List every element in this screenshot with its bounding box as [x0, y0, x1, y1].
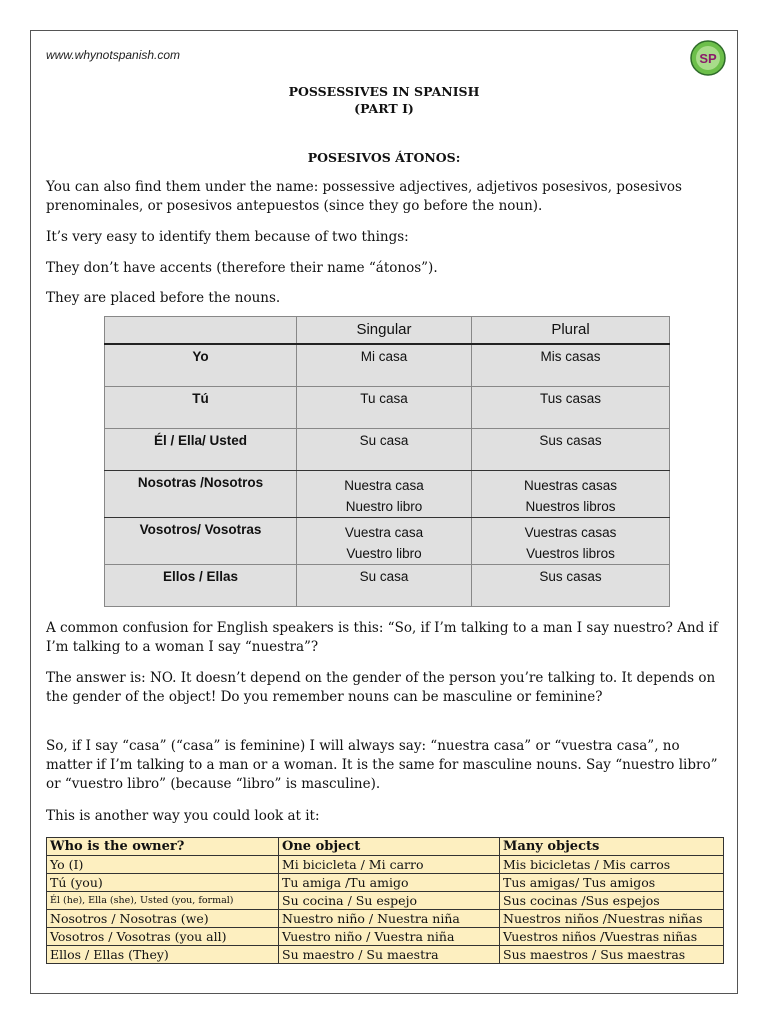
table-row — [47, 928, 724, 946]
owner-table — [46, 837, 724, 964]
table-header — [105, 317, 297, 345]
table-header: Singular — [297, 317, 472, 345]
paragraph: A common confusion for English speakers is this: “So, if I’m talking to a man I say nuestro? And if I’m talking to a woman I say “nuestra”? — [46, 620, 718, 655]
table-row — [47, 946, 724, 964]
document-subtitle: (PART I) — [354, 101, 414, 116]
whynotspanish-logo-icon — [689, 39, 727, 77]
table-row — [105, 344, 670, 387]
many-objects-cell: Vuestros niños /Vuestras niñas — [500, 928, 724, 946]
table-header: Who is the owner? — [47, 838, 279, 856]
table-header: One object — [279, 838, 500, 856]
document-page — [30, 30, 738, 994]
table-row — [105, 518, 670, 565]
one-object-cell: Nuestro niño / Nuestra niña — [279, 910, 500, 928]
many-objects-cell: Nuestros niños /Nuestras niñas — [500, 910, 724, 928]
table-row — [47, 910, 724, 928]
paragraph: This is another way you could look at it: — [46, 808, 320, 824]
one-object-cell: Mi bicicleta / Mi carro — [279, 856, 500, 874]
singular-cell: Nuestra casa Nuestro libro — [297, 471, 472, 518]
one-object-cell: Vuestro niño / Vuestra niña — [279, 928, 500, 946]
singular-cell: Tu casa — [297, 387, 472, 429]
one-object-cell: Su maestro / Su maestra — [279, 946, 500, 964]
table-row — [105, 387, 670, 429]
owner-cell: Yo (I) — [47, 856, 279, 874]
possessives-table — [104, 316, 670, 607]
plural-cell: Sus casas — [472, 565, 670, 607]
table-row — [105, 429, 670, 471]
owner-cell: Tú (you) — [47, 874, 279, 892]
owner-cell: Ellos / Ellas (They) — [47, 946, 279, 964]
singular-cell: Su casa — [297, 429, 472, 471]
section-heading: POSESIVOS ÁTONOS: — [307, 150, 461, 165]
paragraph: You can also find them under the name: possessive adjectives, adjetivos posesivos, posesivos prenominales, or posesivos antepuestos (since they go before the noun). — [46, 179, 682, 214]
site-url: www.whynotspanish.com — [46, 48, 181, 62]
singular-cell: Su casa — [297, 565, 472, 607]
plural-cell: Mis casas — [472, 344, 670, 387]
document-title: POSSESSIVES IN SPANISH — [288, 84, 480, 99]
plural-cell: Vuestras casas Vuestros libros — [472, 518, 670, 565]
logo-text: SP — [699, 51, 717, 66]
table-header: Plural — [472, 317, 670, 345]
many-objects-cell: Sus cocinas /Sus espejos — [500, 892, 724, 910]
table-header: Many objects — [500, 838, 724, 856]
plural-cell: Tus casas — [472, 387, 670, 429]
table-row — [105, 565, 670, 607]
plural-cell: Nuestras casas Nuestros libros — [472, 471, 670, 518]
pronoun-cell: Él / Ella/ Usted — [105, 429, 297, 471]
table-row — [47, 856, 724, 874]
paragraph: The answer is: NO. It doesn’t depend on the gender of the person you’re talking to. It depends on the gender of the object! Do you remember nouns can be masculine or feminine? — [46, 670, 716, 705]
pronoun-cell: Nosotras /Nosotros — [105, 471, 297, 518]
owner-cell: Vosotros / Vosotras (you all) — [47, 928, 279, 946]
pronoun-cell: Vosotros/ Vosotras — [105, 518, 297, 565]
table-row — [47, 892, 724, 910]
pronoun-cell: Ellos / Ellas — [105, 565, 297, 607]
many-objects-cell: Sus maestros / Sus maestras — [500, 946, 724, 964]
paragraph: It’s very easy to identify them because of two things: — [46, 229, 409, 245]
plural-cell: Sus casas — [472, 429, 670, 471]
singular-cell: Vuestra casa Vuestro libro — [297, 518, 472, 565]
one-object-cell: Su cocina / Su espejo — [279, 892, 500, 910]
many-objects-cell: Tus amigas/ Tus amigos — [500, 874, 724, 892]
pronoun-cell: Yo — [105, 344, 297, 387]
paragraph: They are placed before the nouns. — [46, 290, 281, 306]
owner-cell: Nosotros / Nosotras (we) — [47, 910, 279, 928]
table-row — [47, 874, 724, 892]
one-object-cell: Tu amiga /Tu amigo — [279, 874, 500, 892]
pronoun-cell: Tú — [105, 387, 297, 429]
table-row — [105, 471, 670, 518]
paragraph: So, if I say “casa” (“casa” is feminine) I will always say: “nuestra casa” or “vuestra casa”, no matter if I’m talking to a man or a woman. It is the same for masculine nouns. Say “nuestro libro” or “vuestro libro” (because “libro” is masculine). — [46, 738, 718, 792]
paragraph: They don’t have accents (therefore their name “átonos”). — [46, 260, 438, 276]
many-objects-cell: Mis bicicletas / Mis carros — [500, 856, 724, 874]
singular-cell: Mi casa — [297, 344, 472, 387]
owner-cell: Él (he), Ella (she), Usted (you, formal) — [47, 892, 279, 910]
